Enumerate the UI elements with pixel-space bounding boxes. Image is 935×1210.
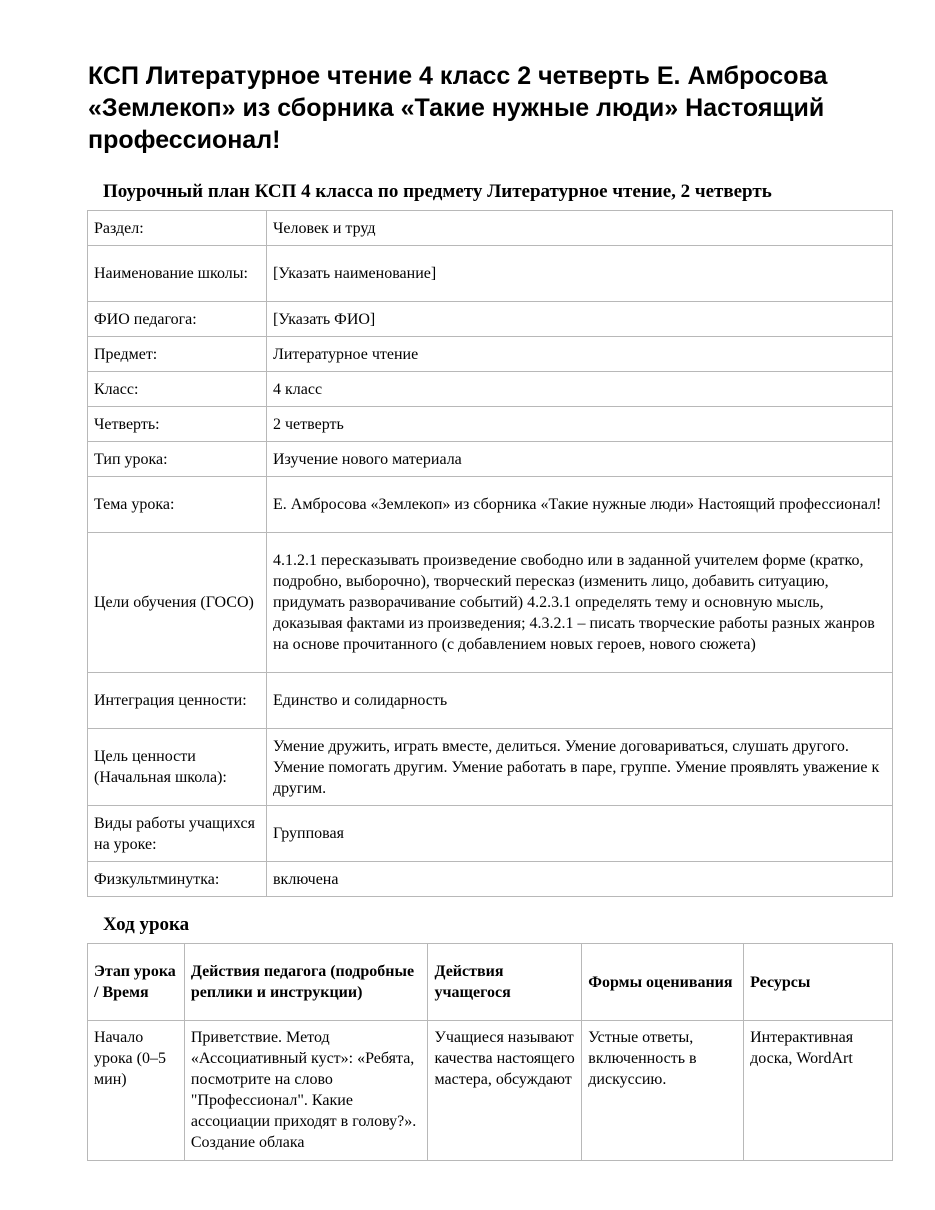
table-row (88, 862, 893, 897)
row-label: ФИО педагога: (88, 302, 267, 337)
table-row (88, 337, 893, 372)
row-label: Интеграция ценности: (88, 673, 267, 729)
table-row (88, 372, 893, 407)
header-teacher-actions: Действия педагога (подробные реплики и инструкции) (184, 944, 428, 1021)
header-stage: Этап урока / Время (88, 944, 185, 1021)
plan-heading: Поурочный план КСП 4 класса по предмету Литературное чтение, 2 четверть (103, 181, 772, 202)
cell-stage: Начало урока (0–5 мин) (88, 1021, 185, 1161)
table-row (88, 1021, 893, 1161)
row-value: включена (267, 862, 893, 897)
row-value: Е. Амбросова «Землекоп» из сборника «Такие нужные люди» Настоящий профессионал! (267, 477, 893, 533)
table-row (88, 729, 893, 806)
table-row (88, 673, 893, 729)
cell-teacher-actions: Приветствие. Метод «Ассоциативный куст»: «Ребята, посмотрите на слово "Профессионал". Какие ассоциации приходят в голову?». Создание облака (184, 1021, 428, 1161)
table-row (88, 477, 893, 533)
row-value: Групповая (267, 806, 893, 862)
row-label: Раздел: (88, 211, 267, 246)
row-value: [Указать ФИО] (267, 302, 893, 337)
lesson-flow-table (87, 943, 893, 1161)
lesson-heading: Ход урока (103, 914, 190, 935)
table-header-row (88, 944, 893, 1021)
row-label: Наименование школы: (88, 246, 267, 302)
row-label: Тип урока: (88, 442, 267, 477)
row-value: 4.1.2.1 пересказывать произведение свободно или в заданной учителем форме (кратко, подробно, выборочно), творческий пересказ (изменить лицо, добавить ситуацию, придумать разворачивание событий) 4.2.3.1 определять тему и основную мысль, доказывая фактами из произведения; 4.3.2.1 – писать творческие работы разных жанров на основе прочитанного (с добавлением новых героев, нового сюжета) (267, 533, 893, 673)
row-label: Предмет: (88, 337, 267, 372)
table-row (88, 442, 893, 477)
row-label: Тема урока: (88, 477, 267, 533)
table-row (88, 246, 893, 302)
lesson-info-table (87, 210, 893, 897)
cell-assessment: Устные ответы, включенность в дискуссию. (582, 1021, 744, 1161)
table-row (88, 806, 893, 862)
header-resources: Ресурсы (744, 944, 893, 1021)
row-value: Литературное чтение (267, 337, 893, 372)
row-label: Класс: (88, 372, 267, 407)
cell-resources: Интерактивная доска, WordArt (744, 1021, 893, 1161)
table-row (88, 533, 893, 673)
row-value: Изучение нового материала (267, 442, 893, 477)
cell-student-actions: Учащиеся называют качества настоящего мастера, обсуждают (428, 1021, 582, 1161)
table-row (88, 407, 893, 442)
row-label: Физкультминутка: (88, 862, 267, 897)
row-value: [Указать наименование] (267, 246, 893, 302)
table-row (88, 211, 893, 246)
row-value: Умение дружить, играть вместе, делиться. Умение договариваться, слушать другого. Умение помогать другим. Умение работать в паре, группе. Умение проявлять уважение к другим. (267, 729, 893, 806)
row-label: Цели обучения (ГОСО) (88, 533, 267, 673)
table-row (88, 302, 893, 337)
header-assessment: Формы оценивания (582, 944, 744, 1021)
row-label: Четверть: (88, 407, 267, 442)
row-value: Человек и труд (267, 211, 893, 246)
header-student-actions: Действия учащегося (428, 944, 582, 1021)
row-value: Единство и солидарность (267, 673, 893, 729)
row-value: 2 четверть (267, 407, 893, 442)
row-label: Цель ценности (Начальная школа): (88, 729, 267, 806)
row-value: 4 класс (267, 372, 893, 407)
row-label: Виды работы учащихся на уроке: (88, 806, 267, 862)
document-title: КСП Литературное чтение 4 класс 2 четверть Е. Амбросова «Землекоп» из сборника «Такие нужные люди» Настоящий профессионал! (88, 62, 828, 154)
